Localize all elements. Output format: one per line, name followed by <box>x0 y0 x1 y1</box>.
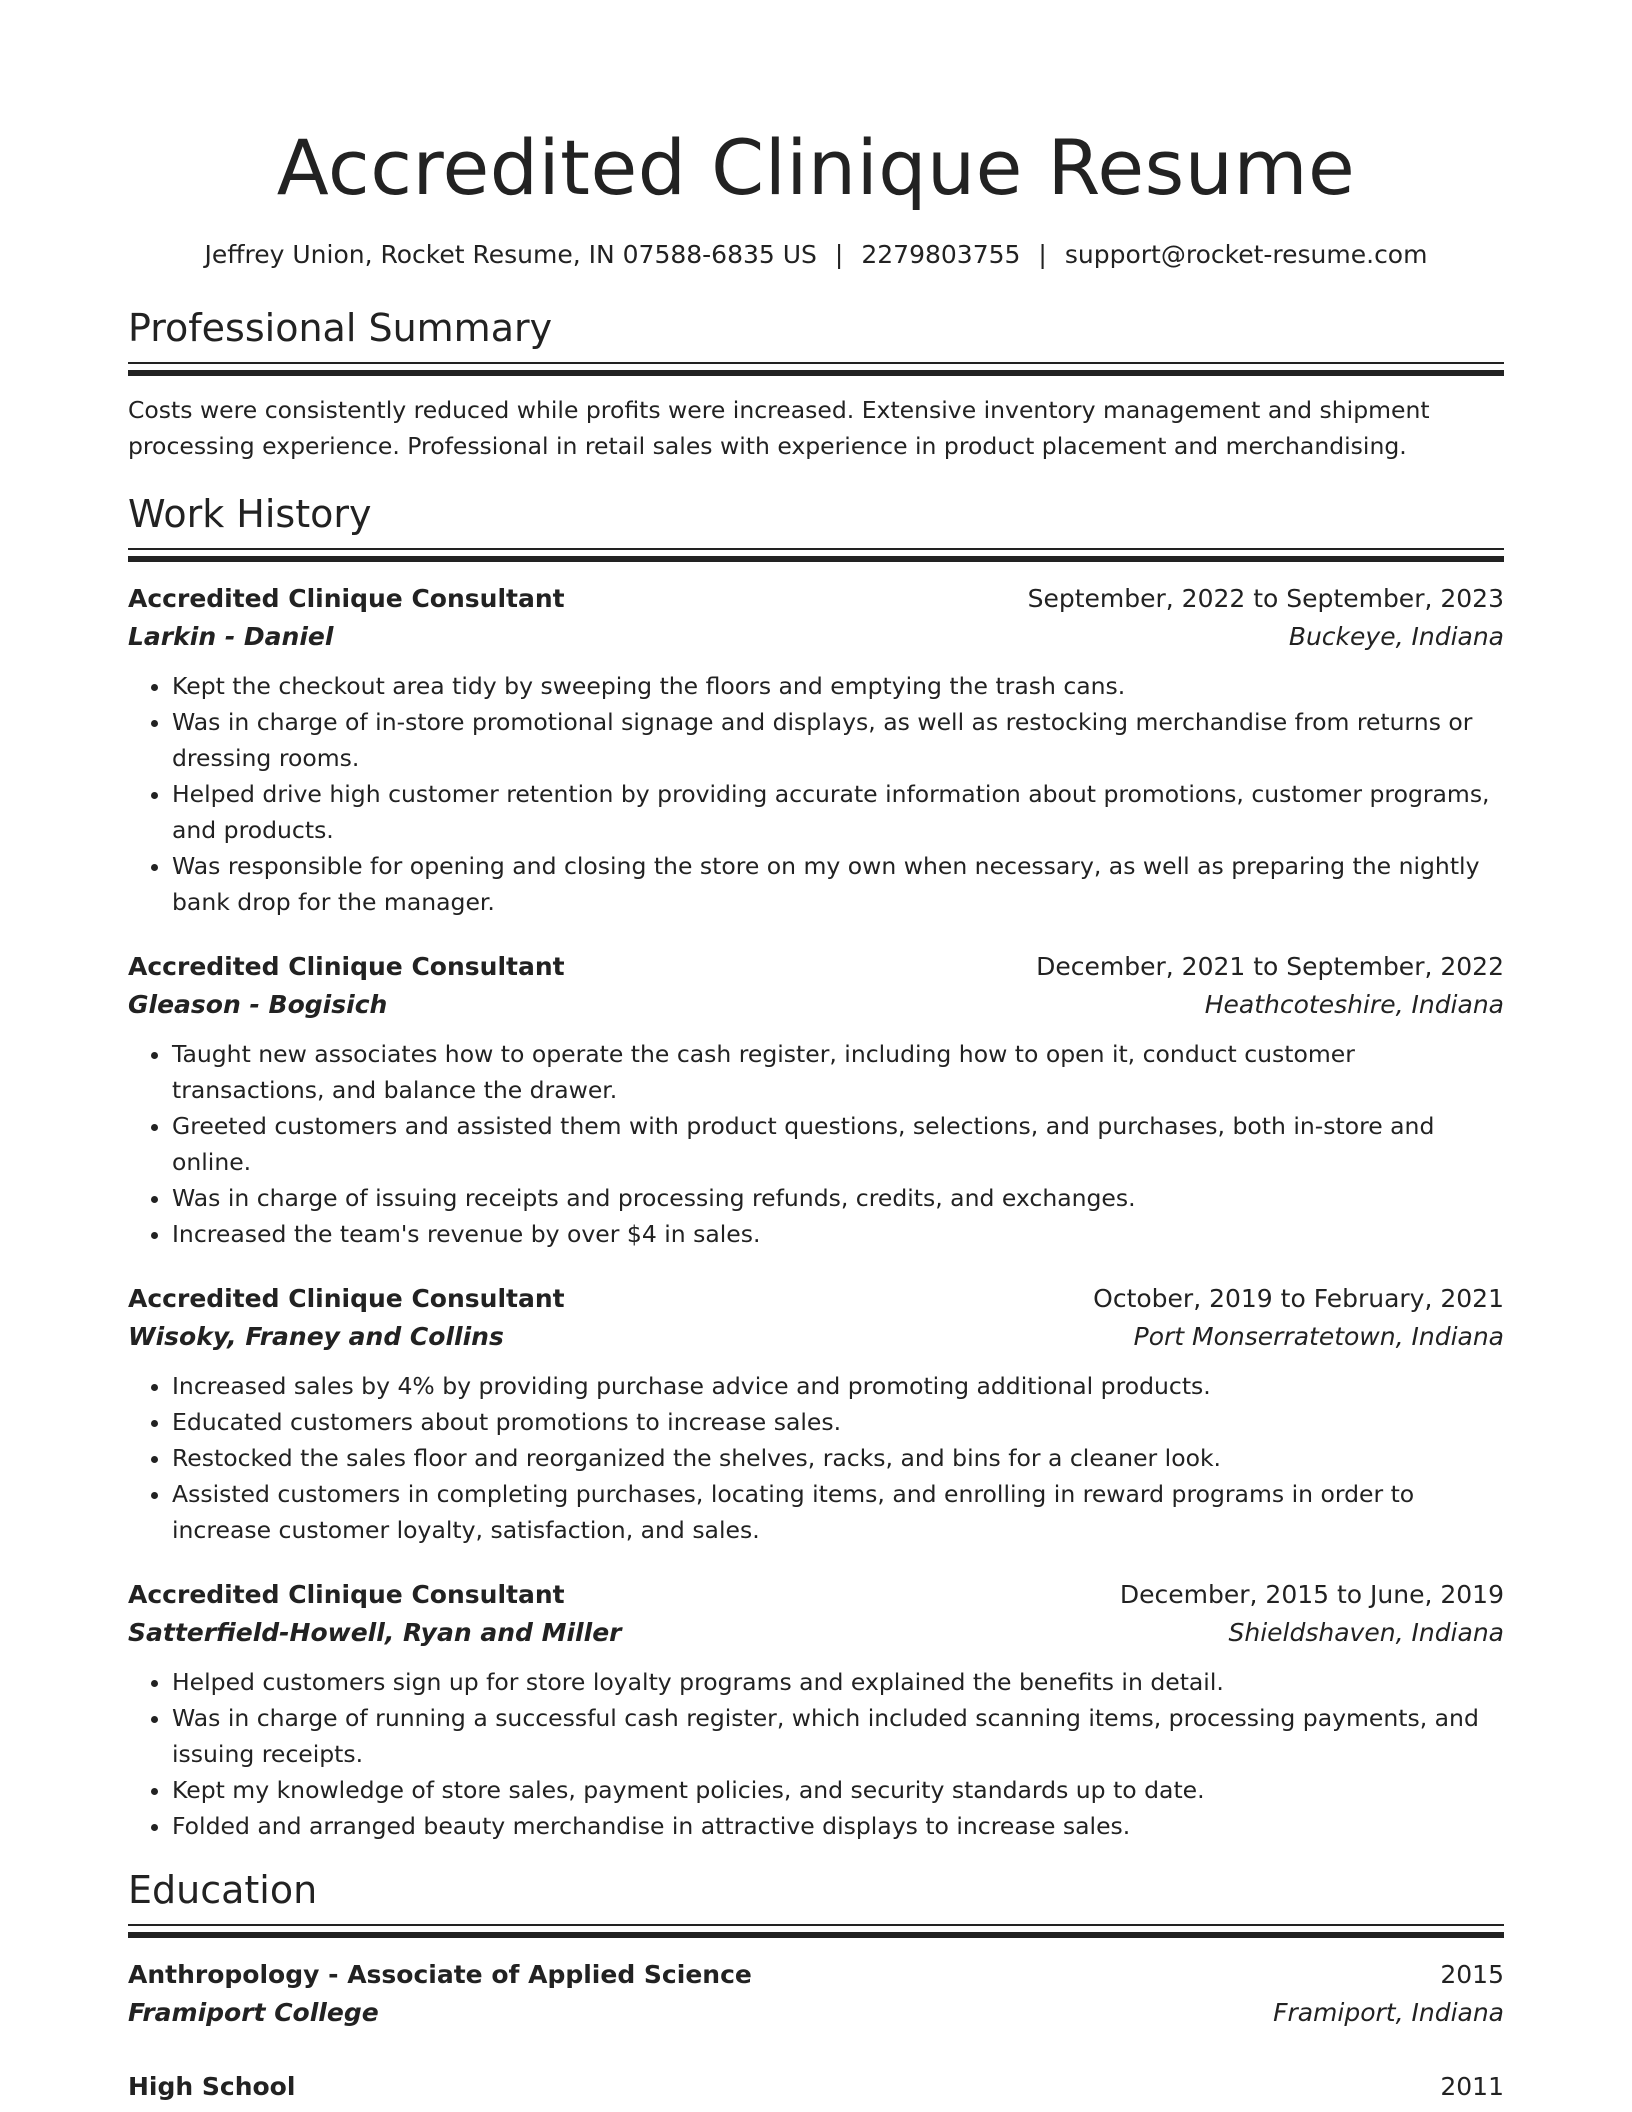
job-dates: December, 2015 to June, 2019 <box>1119 1580 1504 1609</box>
education-year: 2015 <box>1440 1960 1504 1989</box>
list-item: • Was in charge of running a successful cash register, which included scanning items, processing payments, and issuing receipts. <box>172 1700 1504 1772</box>
list-item: • Was in charge of issuing receipts and processing refunds, credits, and exchanges. <box>172 1180 1504 1216</box>
job-title: Accredited Clinique Consultant <box>128 584 565 613</box>
section-heading-education: Education <box>128 1868 318 1912</box>
job-entry <box>128 1280 1504 1548</box>
list-item: • Kept the checkout area tidy by sweeping the floors and emptying the trash cans. <box>172 668 1504 704</box>
summary-section <box>128 304 1504 464</box>
education-degree: High School <box>128 2072 296 2101</box>
job-dates: October, 2019 to February, 2021 <box>1093 1284 1504 1313</box>
section-divider <box>128 548 1504 562</box>
list-item: • Was responsible for opening and closing the store on my own when necessary, as well as preparing the nightly bank drop for the manager. <box>172 848 1504 920</box>
job-dates: September, 2022 to September, 2023 <box>1027 584 1504 613</box>
job-location: Buckeye, Indiana <box>1288 622 1504 651</box>
list-item: • Was in charge of in-store promotional signage and displays, as well as restocking merchandise from returns or dressing rooms. <box>172 704 1504 776</box>
list-item: • Greeted customers and assisted them with product questions, selections, and purchases, both in-store and online. <box>172 1108 1504 1180</box>
job-location: Shieldshaven, Indiana <box>1228 1618 1504 1647</box>
page-title: Accredited Clinique Resume <box>276 123 1356 212</box>
education-entry <box>128 2068 1504 2106</box>
section-heading-summary: Professional Summary <box>128 306 553 350</box>
job-title: Accredited Clinique Consultant <box>128 952 565 981</box>
job-bullets <box>128 1036 1504 1252</box>
job-location: Heathcoteshire, Indiana <box>1204 990 1504 1019</box>
education-year: 2011 <box>1440 2072 1504 2101</box>
list-item: • Helped customers sign up for store loyalty programs and explained the benefits in detail. <box>172 1664 1504 1700</box>
education-degree: Anthropology - Associate of Applied Science <box>128 1960 752 1989</box>
job-bullets <box>128 1664 1504 1844</box>
job-title: Accredited Clinique Consultant <box>128 1284 565 1313</box>
job-bullets <box>128 668 1504 920</box>
job-title: Accredited Clinique Consultant <box>128 1580 565 1609</box>
job-bullets <box>128 1368 1504 1548</box>
job-company: Wisoky, Franey and Collins <box>128 1322 504 1351</box>
contact-separator: | <box>1038 240 1047 269</box>
list-item: • Assisted customers in completing purchases, locating items, and enrolling in reward programs in order to increase customer loyalty, satisfaction, and sales. <box>172 1476 1504 1548</box>
contact-phone: 2279803755 <box>861 240 1021 269</box>
job-entry <box>128 1576 1504 1844</box>
job-entry <box>128 580 1504 920</box>
section-heading-work: Work History <box>128 492 372 536</box>
list-item: • Increased sales by 4% by providing purchase advice and promoting additional products. <box>172 1368 1504 1404</box>
education-location: Framiport, Indiana <box>1273 1998 1504 2027</box>
list-item: • Restocked the sales floor and reorganized the shelves, racks, and bins for a cleaner look. <box>172 1440 1504 1476</box>
job-company: Gleason - Bogisich <box>128 990 388 1019</box>
list-item: • Taught new associates how to operate the cash register, including how to open it, conduct customer transactions, and balance the drawer. <box>172 1036 1504 1108</box>
education-entry <box>128 1956 1504 2032</box>
list-item: • Kept my knowledge of store sales, payment policies, and security standards up to date. <box>172 1772 1504 1808</box>
summary-text: Costs were consistently reduced while profits were increased. Extensive inventory management and shipment processing experience. Professional in retail sales with experience in product placement and merchandising. <box>128 396 1430 460</box>
job-entry <box>128 948 1504 1252</box>
list-item: • Folded and arranged beauty merchandise in attractive displays to increase sales. <box>172 1808 1504 1844</box>
contact-line <box>128 238 1504 272</box>
education-school: Framiport College <box>128 1998 379 2027</box>
section-divider <box>128 1924 1504 1938</box>
list-item: • Helped drive high customer retention by providing accurate information about promotions, customer programs, and products. <box>172 776 1504 848</box>
work-history-section <box>128 490 1504 1844</box>
job-dates: December, 2021 to September, 2022 <box>1036 952 1504 981</box>
job-company: Satterfield-Howell, Ryan and Miller <box>128 1618 622 1647</box>
job-company: Larkin - Daniel <box>128 622 334 651</box>
list-item: • Educated customers about promotions to increase sales. <box>172 1404 1504 1440</box>
contact-separator: | <box>834 240 844 269</box>
job-location: Port Monserratetown, Indiana <box>1133 1322 1504 1351</box>
contact-email: support@rocket-resume.com <box>1064 240 1428 269</box>
education-section <box>128 1866 1504 2106</box>
list-item: • Increased the team's revenue by over $4 in sales. <box>172 1216 1504 1252</box>
section-divider <box>128 362 1504 376</box>
contact-address: Jeffrey Union, Rocket Resume, IN 07588-6835 US <box>204 240 817 269</box>
